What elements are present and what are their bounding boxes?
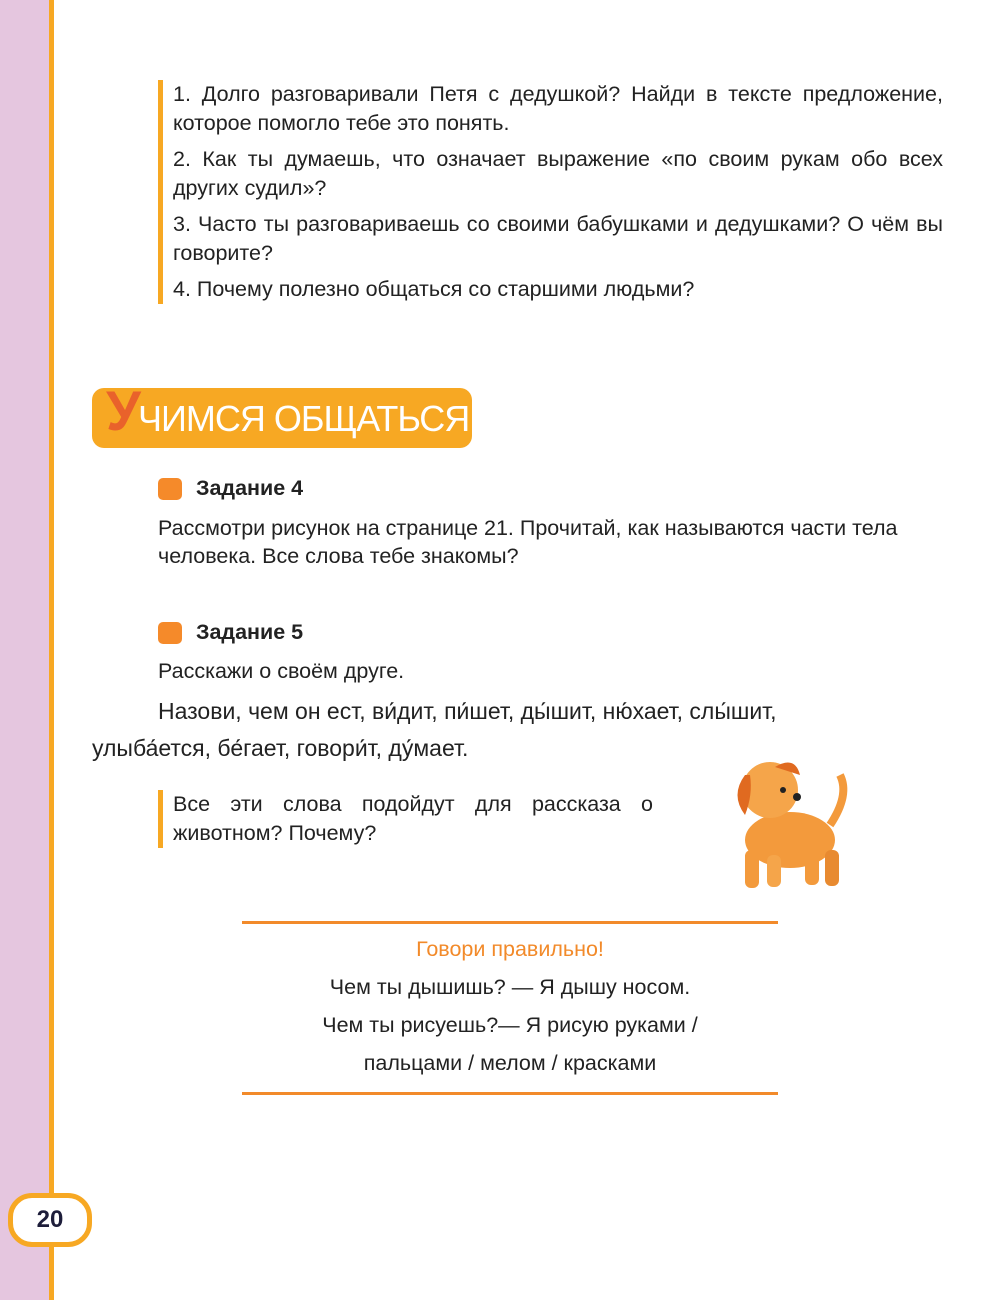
task-5-text1: Расскажи о своём друге. [158,659,405,683]
task-4-text: Рассмотри рисунок на странице 21. Прочитай, как называются части тела человека. Все слова тебе знакомы? [158,516,898,568]
speak-line: Чем ты дышишь? — Я дышу носом. [329,975,691,999]
task-5-question [158,790,653,848]
bullet-square-icon [158,478,182,500]
page-number: 20 [8,1193,92,1247]
page-margin-band [0,0,50,1300]
speak-line: Чем ты рисуешь?— Я рисую руками / [322,1013,698,1037]
bullet-square-icon [158,622,182,644]
speak-line: пальцами / мелом / красками [363,1051,657,1075]
task-title-text: Задание 5 [196,620,304,644]
speak-title: Говори правильно! [416,937,604,961]
question: 4. Почему полезно общаться со старшими людьми? [173,277,695,301]
top-rule [242,921,778,924]
dog-illustration [705,755,870,895]
task-5-text3: улыба́ется, бе́гает, говори́т, ду́мает. [92,735,469,761]
task-5-text2: Назови, чем он ест, ви́дит, пи́шет, ды́шит, ню́хает, слы́шит, [158,698,777,724]
question: 1. Долго разговаривали Петя с дедушкой? Найди в тексте предложение, которое помогло тебе это понять. [173,82,943,135]
questions-block [158,80,943,304]
heading-text: ЧИМСЯ ОБЩАТЬСЯ [138,398,470,439]
section-heading [92,379,472,448]
task-4-title [158,476,303,501]
task-5-title [158,620,303,645]
question-text: Все эти слова подойдут для рассказа о животном? Почему? [173,792,653,845]
margin-line [49,0,54,1300]
bottom-rule [242,1092,778,1095]
question: 3. Часто ты разговариваешь со своими бабушками и дедушками? О чём вы говорите? [173,212,943,265]
heading-initial: У [106,379,141,442]
task-title-text: Задание 4 [196,476,304,500]
question: 2. Как ты думаешь, что означает выражение «по своим рукам обо всех других судил»? [173,147,943,200]
